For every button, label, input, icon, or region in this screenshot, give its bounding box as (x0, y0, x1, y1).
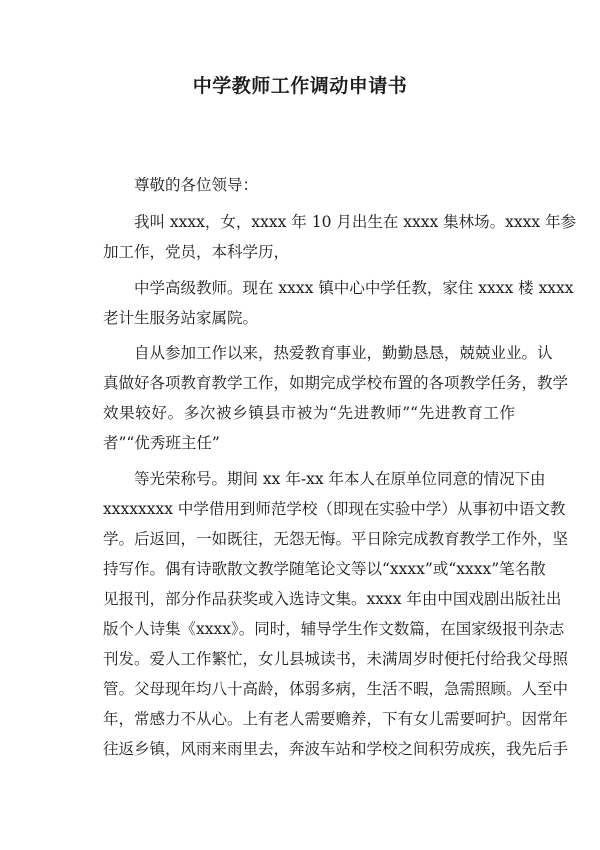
paragraph-4 (103, 464, 569, 764)
paragraph-1 (103, 207, 577, 267)
paragraph-line: 效果较好。多次被乡镇县市被为“先进教师”“先进教育工作 (103, 404, 515, 422)
paragraph-line: 管。父母现年均八十高龄，体弱多病，生活不暇，急需照顾。人至中 (103, 679, 569, 698)
paragraph-line: 年，常感力不从心。上有老人需要赡养，下有女儿需要呵护。因常年 (103, 709, 569, 728)
paragraph-line: 者”“优秀班主任” (103, 434, 220, 452)
paragraph-2 (103, 273, 574, 333)
paragraph-line: 等光荣称号。期间 xx 年-xx 年本人在原单位同意的情况下由 (134, 469, 546, 488)
paragraph-line: 中学高级教师。现在 xxxx 镇中心中学任教，家住 xxxx 楼 xxxx (134, 278, 574, 297)
paragraph-line: xxxxxxxx 中学借用到师范学校（即现在实验中学）从事初中语文教 (103, 499, 566, 518)
paragraph-line: 自从参加工作以来，热爱教育事业，勤勤恳恳，兢兢业业。认 (134, 344, 553, 362)
paragraph-line: 我叫 xxxx，女，xxxx 年 10 月出生在 xxxx 集林场。xxxx 年参 (134, 213, 577, 231)
paragraph-line: 刊发。爱人工作繁忙，女儿县城读书，未满周岁时便托付给我父母照 (103, 649, 569, 668)
paragraph-line: 见报刊，部分作品获奖或入选诗文集。xxxx 年由中国戏剧出版社出 (103, 589, 562, 608)
paragraph-3 (103, 338, 569, 458)
paragraph-line: 加工作，党员，本科学历， (103, 243, 290, 261)
paragraph-line: 持写作。偶有诗歌散文教学随笔论文等以“xxxx”或“xxxx”笔名散 (103, 559, 546, 578)
paragraph-line: 版个人诗集《xxxx》。同时，辅导学生作文数篇，在国家级报刊杂志 (103, 619, 565, 638)
paragraph-line: 真做好各项教育教学工作，如期完成学校布置的各项教学任务，教学 (103, 374, 569, 392)
salutation: 尊敬的各位领导： (134, 176, 259, 194)
paragraph-line: 往返乡镇，风雨来雨里去，奔波车站和学校之间积劳成疾，我先后手 (103, 739, 569, 758)
paragraph-line: 老计生服务站家属院。 (103, 308, 259, 327)
document-title: 中学教师工作调动申请书 (192, 75, 408, 97)
document-body (103, 170, 577, 769)
paragraph-line: 学。后返回，一如既往，无怨无悔。平日除完成教育教学工作外，坚 (103, 529, 569, 548)
